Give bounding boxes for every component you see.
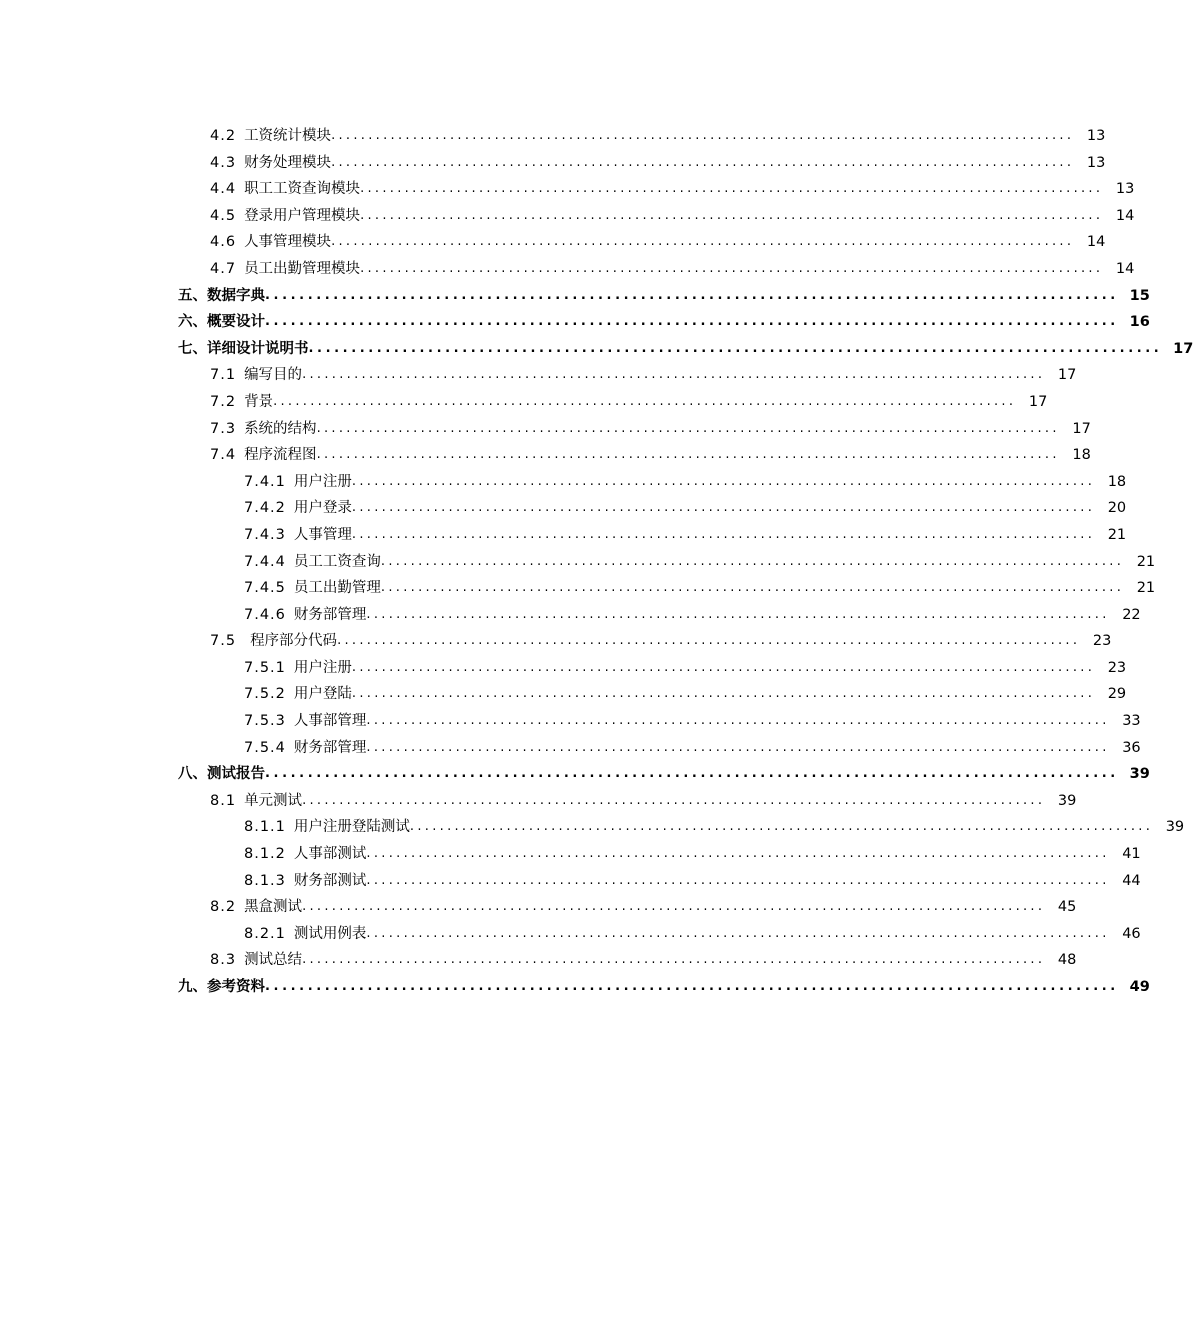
toc-dot-leader: .................................................................................................... [409,819,1154,835]
toc-entry-chapter-7[interactable] [0,336,1193,363]
toc-entry-text [210,203,360,230]
toc-entry-8-1-2[interactable] [0,841,1141,868]
toc-page-number: 17 [1028,393,1048,410]
toc-entry-7-2[interactable] [0,389,1048,416]
toc-page-number: 13 [1086,154,1106,171]
toc-dot-leader: .................................................................................................... [302,792,1046,808]
toc-entry-title: 员工工资查询 [293,553,381,570]
toc-entry-7-5-2[interactable] [0,681,1127,708]
toc-entry-7-1[interactable] [0,362,1077,389]
toc-entry-number: 8.2.1 [244,925,286,942]
toc-entry-4-2[interactable] [0,123,1106,150]
toc-entry-text [244,868,366,895]
toc-entry-7-4-5[interactable] [0,575,1156,602]
toc-page-number: 46 [1122,925,1141,942]
toc-entry-number: 8.1 [210,792,237,809]
toc-entry-title: 七、详细设计说明书 [178,340,309,357]
toc-page-number: 36 [1122,739,1141,756]
toc-dot-leader: .................................................................................................... [380,553,1125,569]
toc-entry-7-5-3[interactable] [0,708,1141,735]
toc-entry-title: 背景 [244,393,274,410]
toc-dot-leader: .................................................................................................... [351,686,1096,702]
toc-entry-number: 4.3 [210,154,237,171]
toc-page-number: 45 [1057,899,1077,916]
toc-entry-7-4-4[interactable] [0,549,1156,576]
toc-entry-title: 工资统计模块 [244,128,332,144]
toc-entry-title: 六、概要设计 [178,314,265,331]
toc-entry-number: 7.4.5 [244,580,286,597]
toc-page-number: 22 [1122,606,1141,623]
toc-entry-number: 7.4.3 [244,526,286,543]
toc-entry-title: 财务处理模块 [244,154,332,171]
toc-page-number: 16 [1129,314,1150,331]
toc-page-number: 17 [1057,367,1077,384]
toc-entry-title: 财务部管理 [293,739,367,756]
toc-entry-text [244,921,366,948]
toc-entry-7-5[interactable] [0,628,1112,655]
toc-page-number: 44 [1122,872,1141,889]
toc-entry-4-4[interactable] [0,176,1135,203]
toc-entry-number: 7.4.2 [244,500,286,517]
toc-entry-text [210,256,360,283]
toc-entry-7-4-6[interactable] [0,602,1141,629]
toc-dot-leader: .................................................................................................... [351,659,1096,675]
toc-dot-leader: .................................................................................................... [331,128,1075,143]
toc-entry-title: 程序部分代码 [250,633,338,650]
toc-entry-number: 4.6 [210,234,237,251]
toc-page-number: 17 [1173,340,1193,357]
toc-dot-leader: .................................................................................................... [302,952,1046,968]
toc-entry-title: 职工工资查询模块 [244,181,361,198]
toc-entry-title: 员工出勤管理模块 [244,260,361,277]
toc-entry-number: 4.4 [210,181,237,198]
toc-entry-title: 人事部管理 [293,713,367,730]
toc-entry-title: 测试用例表 [293,925,367,942]
toc-entry-text [210,788,302,815]
toc-entry-number: 7.5.4 [244,739,286,756]
toc-entry-title: 人事部测试 [293,846,367,863]
toc-dot-leader: .................................................................................................... [308,340,1163,356]
toc-dot-leader: .................................................................................................... [351,500,1096,516]
toc-entry-text [244,735,366,762]
toc-page-number: 29 [1107,686,1127,703]
toc-entry-7-3[interactable] [0,416,1091,443]
toc-entry-text [210,150,331,177]
toc-entry-7-5-1[interactable] [0,655,1127,682]
toc-dot-leader: .................................................................................................... [366,925,1110,941]
toc-page-number: 14 [1115,207,1135,224]
toc-entry-text [244,495,352,522]
toc-entry-text [210,442,317,469]
toc-entry-text [210,229,331,256]
toc-entry-title: 用户登陆 [293,686,352,703]
toc-entry-title: 九、参考资料 [178,979,265,995]
table-of-contents [0,123,1193,1001]
toc-entry-text [210,362,302,389]
toc-entry-text [244,522,352,549]
toc-page-number: 23 [1092,633,1112,650]
toc-dot-leader: .................................................................................................... [265,766,1119,782]
toc-entry-title: 五、数据字典 [178,287,265,304]
toc-entry-title: 用户注册 [293,473,352,490]
toc-dot-leader: .................................................................................................... [351,526,1096,542]
toc-dot-leader: .................................................................................................... [366,713,1110,729]
toc-entry-text [210,894,302,921]
toc-entry-text [244,814,410,841]
toc-entry-number: 8.1.3 [244,872,286,889]
toc-dot-leader: .................................................................................................... [360,207,1104,223]
toc-entry-7-4-3[interactable] [0,522,1127,549]
toc-entry-chapter-6[interactable] [0,309,1150,336]
toc-entry-title: 单元测试 [244,792,303,809]
toc-entry-number: 7.2 [210,393,237,410]
toc-entry-number: 7.4.4 [244,553,286,570]
toc-page-number: 39 [1129,766,1150,783]
toc-entry-number: 7.4 [210,447,237,464]
toc-page-number: 14 [1115,260,1135,277]
toc-entry-number: 8.3 [210,952,237,969]
toc-page-number: 20 [1107,500,1127,517]
toc-entry-title: 用户登录 [293,500,352,517]
toc-page-number: 18 [1072,447,1091,464]
toc-entry-4-7[interactable] [0,256,1135,283]
toc-page-number: 21 [1136,580,1156,597]
toc-entry-text [210,389,273,416]
toc-entry-text [244,602,366,629]
toc-entry-number: 4.7 [210,260,237,277]
toc-dot-leader: .................................................................................................... [366,846,1110,862]
toc-entry-text [210,416,317,443]
toc-entry-8-3[interactable] [0,947,1077,974]
toc-entry-number: 7.5 [210,633,237,650]
toc-dot-leader: .................................................................................................... [316,447,1060,463]
toc-entry-8-2-1[interactable] [0,921,1141,948]
toc-entry-title: 员工出勤管理 [293,580,381,597]
toc-entry-7-4-2[interactable] [0,495,1127,522]
toc-dot-leader: .................................................................................................... [265,979,1119,994]
toc-dot-leader: .................................................................................................... [302,899,1046,915]
toc-entry-text [210,628,337,655]
toc-entry-4-3[interactable] [0,150,1106,177]
toc-entry-8-1[interactable] [0,788,1077,815]
toc-entry-number: 7.5.1 [244,659,286,676]
toc-page-number: 13 [1086,128,1106,144]
toc-dot-leader: .................................................................................................... [360,181,1104,197]
toc-entry-title: 财务部管理 [293,606,367,623]
toc-page-number: 48 [1057,952,1077,969]
toc-entry-number: 7.5.2 [244,686,286,703]
toc-page-number: 41 [1122,846,1141,863]
toc-page-number: 39 [1057,792,1077,809]
toc-entry-chapter-5[interactable] [0,283,1150,310]
toc-entry-title: 用户注册 [293,659,352,676]
toc-entry-title: 测试总结 [244,952,303,969]
toc-page-number: 21 [1107,526,1127,543]
toc-entry-number: 7.4.1 [244,473,286,490]
toc-entry-8-2[interactable] [0,894,1077,921]
toc-entry-title: 人事管理 [293,526,352,543]
toc-page-number: 18 [1107,473,1127,490]
toc-entry-number: 7.1 [210,367,237,384]
toc-entry-number: 7.3 [210,420,237,437]
toc-entry-8-1-1[interactable] [0,814,1185,841]
toc-entry-text [244,708,366,735]
toc-entry-title: 八、测试报告 [178,766,265,783]
toc-page-number: 13 [1115,181,1135,198]
toc-dot-leader: .................................................................................................... [331,234,1075,250]
toc-entry-number: 4.5 [210,207,237,224]
toc-dot-leader: .................................................................................................... [302,367,1046,383]
toc-entry-text [244,469,352,496]
toc-dot-leader: .................................................................................................... [265,287,1119,303]
toc-entry-text [244,575,381,602]
toc-dot-leader: .................................................................................................... [265,314,1119,330]
toc-entry-4-6[interactable] [0,229,1106,256]
toc-entry-8-1-3[interactable] [0,868,1141,895]
toc-entry-title: 编写目的 [244,367,303,384]
toc-page-number: 33 [1122,713,1141,730]
toc-entry-title: 财务部测试 [293,872,367,889]
toc-page-number: 49 [1129,979,1150,995]
toc-entry-text [244,681,352,708]
toc-entry-text [210,176,360,203]
toc-page-number: 14 [1086,234,1106,251]
toc-entry-number: 7.5.3 [244,713,286,730]
toc-entry-chapter-8[interactable] [0,761,1150,788]
toc-entry-7-4-1[interactable] [0,469,1127,496]
toc-entry-title: 人事管理模块 [244,234,332,251]
toc-entry-title: 程序流程图 [244,447,317,464]
toc-dot-leader: .................................................................................................... [360,260,1104,276]
toc-entry-number: 7.4.6 [244,606,286,623]
toc-dot-leader: .................................................................................................... [366,606,1110,622]
toc-entry-chapter-9[interactable] [0,974,1150,1001]
toc-page-number: 15 [1129,287,1150,304]
toc-dot-leader: .................................................................................................... [380,580,1125,596]
toc-entry-text [210,947,302,974]
toc-entry-7-5-4[interactable] [0,735,1141,762]
toc-dot-leader: .................................................................................................... [366,872,1110,888]
toc-entry-text [244,655,352,682]
toc-page-number: 17 [1072,420,1091,437]
toc-dot-leader: .................................................................................................... [351,473,1096,489]
toc-entry-title: 黑盒测试 [244,899,303,916]
toc-entry-4-5[interactable] [0,203,1135,230]
toc-entry-7-4[interactable] [0,442,1091,469]
toc-dot-leader: .................................................................................................... [331,154,1075,170]
toc-dot-leader: .................................................................................................... [273,393,1017,409]
toc-page-number: 39 [1165,819,1185,836]
toc-entry-title: 登录用户管理模块 [244,207,361,224]
toc-entry-number: 8.1.2 [244,846,286,863]
toc-entry-number: 8.2 [210,899,237,916]
toc-entry-number: 4.2 [210,128,237,144]
toc-entry-number: 8.1.1 [244,819,286,836]
toc-dot-leader: .................................................................................................... [366,739,1110,755]
toc-page-number: 21 [1136,553,1156,570]
toc-dot-leader: .................................................................................................... [316,420,1060,436]
toc-dot-leader: .................................................................................................... [337,633,1081,649]
toc-entry-text [244,549,381,576]
toc-entry-title: 系统的结构 [244,420,317,437]
toc-entry-text [210,123,331,150]
toc-entry-text [244,841,366,868]
toc-entry-title: 用户注册登陆测试 [293,819,410,836]
toc-page-number: 23 [1107,659,1127,676]
